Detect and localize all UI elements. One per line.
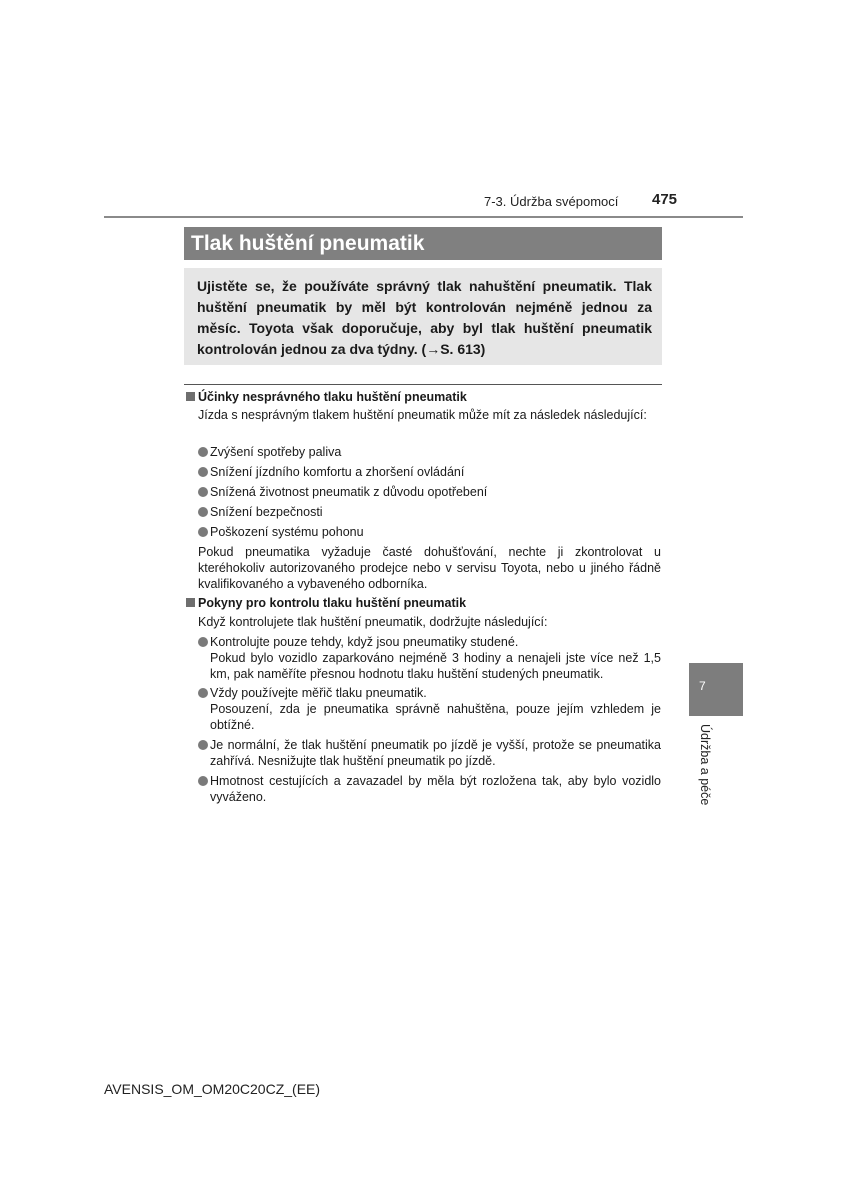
chapter-tab — [689, 663, 743, 716]
bullet-dot-icon — [198, 487, 208, 497]
list-item-detail: Posouzení, zda je pneumatika správně nahuštěna, pouze jejím vzhledem je obtížné. — [210, 702, 661, 732]
header-rule — [104, 216, 743, 218]
bullet-dot-icon — [198, 637, 208, 647]
page-number: 475 — [652, 191, 678, 208]
list-item — [198, 484, 661, 500]
section-heading-effects — [186, 389, 467, 406]
list-item-text: Snížení bezpečnosti — [210, 505, 323, 519]
section-divider — [184, 384, 662, 385]
bullet-dot-icon — [198, 527, 208, 537]
bullet-dot-icon — [198, 688, 208, 698]
section-heading-text: Účinky nesprávného tlaku huštění pneumatik — [198, 390, 467, 404]
footer-doc-code: AVENSIS_OM_OM20C20CZ_(EE) — [104, 1081, 321, 1097]
bullet-dot-icon — [198, 776, 208, 786]
list-item-text: Kontrolujte pouze tehdy, když jsou pneumatiky studené. — [210, 635, 519, 649]
section-heading-text: Pokyny pro kontrolu tlaku huštění pneumatik — [198, 596, 467, 610]
bullet-dot-icon — [198, 507, 208, 517]
list-item — [198, 634, 661, 682]
bullet-dot-icon — [198, 447, 208, 457]
list-item — [198, 773, 661, 805]
header-section-title: 7-3. Údržba svépomocí — [484, 194, 619, 209]
list-item-text: Je normální, že tlak huštění pneumatik po jízdě je vyšší, protože se pneumatika zahřívá. Nesnižujte tlak huštění pneumatik po jízdě. — [210, 738, 661, 768]
list-item — [198, 464, 661, 480]
list-item — [198, 737, 661, 769]
list-item-text: Snížená životnost pneumatik z důvodu opotřebení — [210, 485, 488, 499]
chapter-tab-label: Údržba a péče — [698, 724, 712, 806]
section-closing-paragraph: Pokud pneumatika vyžaduje časté dohušťování, nechte ji zkontrolovat u kteréhokoliv autorizovaného prodejce nebo v servisu Toyota, nebo u jiného řádně kvalifikovaného a vybaveného odborníka. — [198, 545, 661, 591]
section-lead: Jízda s nesprávným tlakem huštění pneumatik může mít za následek následující: — [198, 408, 647, 422]
page-title: Tlak huštění pneumatik — [184, 227, 662, 260]
list-item-detail: Pokud bylo vozidlo zaparkováno nejméně 3 hodiny a nenajeli jste více než 1,5 km, pak naměříte přesnou hodnotu tlaku huštění studených pneumatik. — [210, 651, 661, 681]
list-item — [198, 524, 661, 540]
square-bullet-icon — [186, 598, 195, 607]
list-item-text: Zvýšení spotřeby paliva — [210, 445, 342, 459]
chapter-tab-number: 7 — [699, 679, 706, 693]
list-item-text: Snížení jízdního komfortu a zhoršení ovládání — [210, 465, 465, 479]
bullet-dot-icon — [198, 740, 208, 750]
list-item-text: Hmotnost cestujících a zavazadel by měla být rozložena tak, aby bylo vozidlo vyváženo. — [210, 774, 661, 804]
square-bullet-icon — [186, 392, 195, 401]
list-item — [198, 504, 661, 520]
list-item-text: Vždy používejte měřič tlaku pneumatik. — [210, 686, 427, 700]
list-item — [198, 444, 661, 460]
list-item-text: Poškození systému pohonu — [210, 525, 364, 539]
section-heading-checking — [186, 595, 466, 612]
section-lead: Když kontrolujete tlak huštění pneumatik, dodržujte následující: — [198, 615, 548, 629]
list-item — [198, 685, 661, 733]
bullet-dot-icon — [198, 467, 208, 477]
intro-box: Ujistěte se, že používáte správný tlak nahuštění pneumatik. Tlak huštění pneumatik by měl být kontrolován nejméně jednou za měsíc. Toyota však doporučuje, aby byl tlak huštění pneumatik kontrolován jednou za dva týdny. (→S. 613) — [184, 268, 662, 365]
